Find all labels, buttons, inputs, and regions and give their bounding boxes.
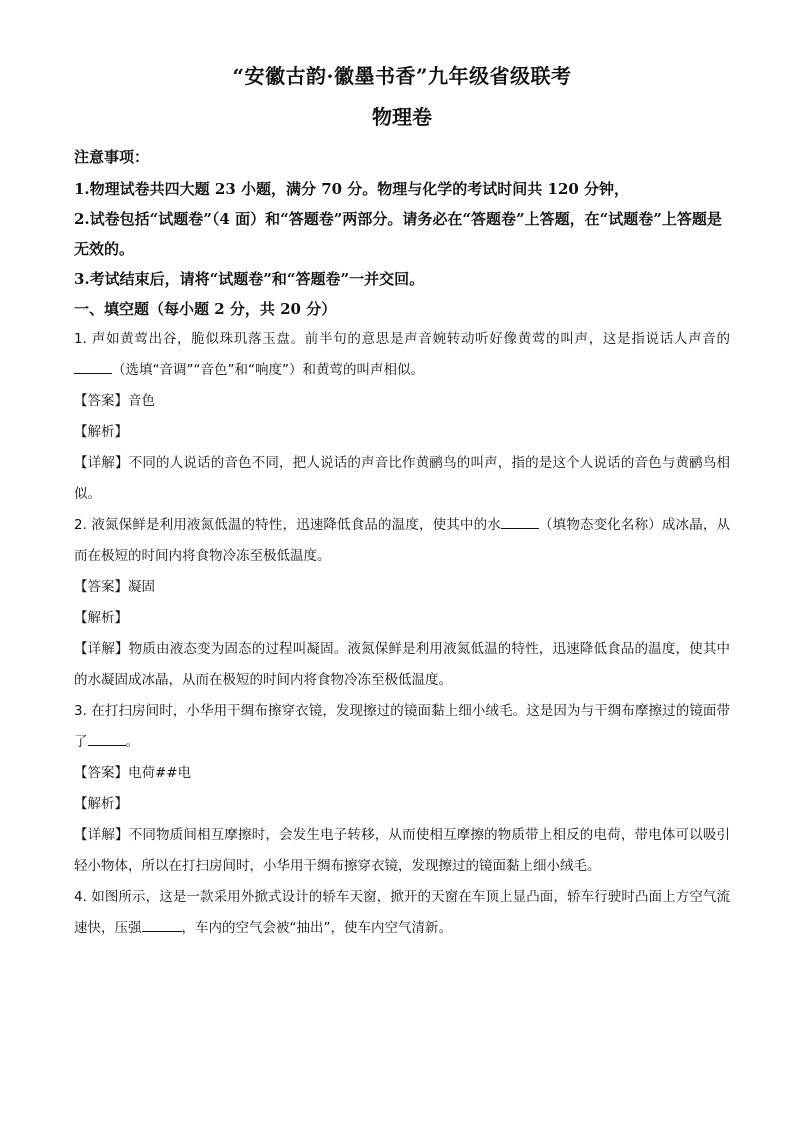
exam-title: “安徽古韵·徽墨书香”九年级省级联考: [232, 64, 572, 88]
question-text: 2. 液氮保鲜是利用液氮低温的特性，迅速降低食品的温度，使其中的水: [74, 517, 501, 533]
question-text: （选填“音调”“音色”和“响度”）和黄莺的叫声相似。: [112, 362, 424, 378]
question-text: 3. 在打扫房间时，小华用干绸布擦穿衣镜，发现擦过的镜面黏上细小绒毛。这是因为与干绸布摩擦过的镜面带了: [74, 703, 730, 750]
question-3: [74, 696, 730, 758]
answer-line: [74, 386, 730, 417]
answer-blank: [88, 731, 126, 746]
question-text: 1. 声如黄莺出谷，脆似珠玑落玉盘。前半句的意思是声音婉转动听好像黄莺的叫声，这是指说话人声音的: [74, 331, 730, 347]
analysis-tag: 【解析】: [74, 424, 128, 440]
detail-paragraph: [74, 820, 730, 882]
question-4: [74, 882, 730, 944]
analysis-tag: 【解析】: [74, 610, 128, 626]
answer-value: 凝固: [128, 579, 155, 595]
notice-item: 2.试卷包括“试题卷”（4 面）和“答题卷”两部分。请务必在“答题卷”上答题，在“试题卷”上答题是无效的。: [74, 210, 722, 258]
exam-subtitle: 物理卷: [372, 105, 432, 129]
notice-item: 1.物理试卷共四大题 23 小题，满分 70 分。物理与化学的考试时间共 120 分钟，: [74, 180, 630, 198]
detail-paragraph: [74, 634, 730, 696]
answer-tag: 【答案】: [74, 393, 128, 409]
question-text: 。: [125, 734, 139, 750]
section-heading: 一、填空题（每小题 2 分，共 20 分）: [74, 300, 337, 318]
answer-blank: [142, 917, 182, 932]
answer-value: 电荷##电: [128, 765, 192, 781]
answer-value: 音色: [128, 393, 155, 409]
detail-paragraph: [74, 448, 730, 510]
question-text: ，车内的空气会被“抽出”，使车内空气清新。: [181, 920, 452, 936]
detail-tag: 【详解】: [74, 827, 129, 843]
answer-line: [74, 572, 730, 603]
answer-blank: [74, 359, 112, 374]
notice-item: 3.考试结束后，请将“试题卷”和“答题卷”一并交回。: [74, 270, 425, 288]
detail-text: 物质由液态变为固态的过程叫凝固。液氮保鲜是利用液氮低温的特性，迅速降低食品的温度，使其中的水凝固成冰晶，从而在极短的时间内将食物冷冻至极低温度。: [74, 641, 731, 688]
notice-heading: 注意事项：: [74, 148, 150, 166]
analysis-tag: 【解析】: [74, 796, 128, 812]
answer-tag: 【答案】: [74, 579, 128, 595]
detail-tag: 【详解】: [74, 455, 129, 471]
answer-blank: [501, 514, 539, 529]
answer-line: [74, 758, 730, 789]
question-1: [74, 324, 730, 386]
answer-tag: 【答案】: [74, 765, 128, 781]
question-text: 4. 如图所示，这是一款采用外掀式设计的轿车天窗，掀开的天窗在车顶上显凸面，轿车行驶时凸面上方空气流速快，压强: [74, 889, 730, 936]
question-text: （填物态变化名称）成冰晶，从而在极短的时间内将食物冷冻至极低温度。: [74, 517, 730, 564]
exam-page: [74, 62, 730, 944]
detail-text: 不同物质间相互摩擦时，会发生电子转移，从而使相互摩擦的物质带上相反的电荷，带电体可以吸引轻小物体，所以在打扫房间时，小华用干绸布擦穿衣镜，发现擦过的镜面黏上细小绒毛。: [74, 827, 731, 874]
question-2: [74, 510, 730, 572]
detail-tag: 【详解】: [74, 641, 129, 657]
detail-text: 不同的人说话的音色不同，把人说话的声音比作黄鹂鸟的叫声，指的是这个人说话的音色与黄鹂鸟相似。: [74, 455, 731, 502]
